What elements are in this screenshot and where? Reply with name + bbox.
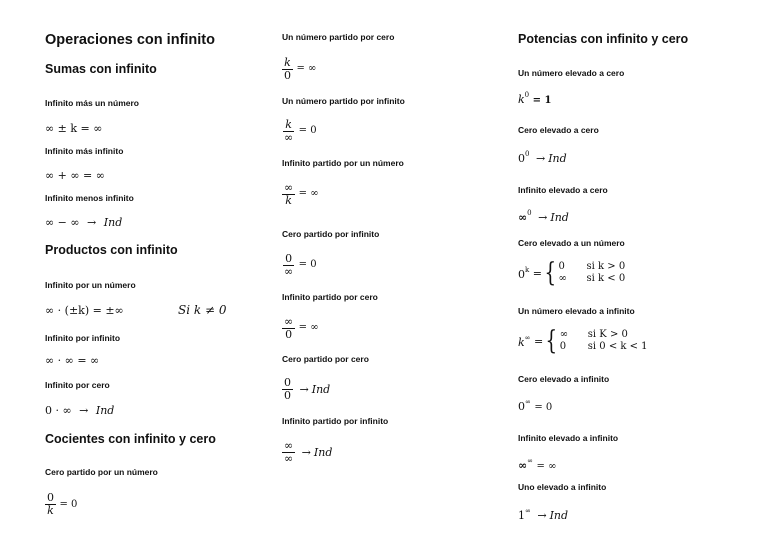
formula-cero-partido-cero — [282, 377, 330, 401]
ind-text: Ind — [311, 382, 331, 396]
numerator: ∞ — [284, 439, 294, 452]
denominator: k — [285, 193, 292, 207]
ind-text: Ind — [548, 152, 567, 165]
formula-lhs: ∞ − ∞ — [45, 216, 80, 229]
label-cero-elevado-cero: Cero elevado a cero — [518, 125, 599, 135]
label-numero-elevado-cero: Un número elevado a cero — [518, 68, 625, 78]
label-numero-partido-cero: Un número partido por cero — [282, 32, 395, 42]
formula-rhs: = 0 — [298, 259, 317, 271]
formula-infinito-elevado-infinito — [518, 458, 556, 472]
label-infinito-partido-infinito: Infinito partido por infinito — [282, 416, 389, 426]
formula-cero-elevado-infinito — [518, 399, 552, 413]
ind-text: Ind — [549, 509, 569, 522]
base: k — [518, 93, 525, 106]
equals-sign: = — [534, 334, 544, 348]
base: ∞ — [518, 211, 528, 224]
arrow-symbol: → — [535, 152, 546, 165]
page-title: Operaciones con infinito — [45, 32, 215, 48]
formula-infinito-por-infinito: ∞ · ∞ = ∞ — [45, 354, 100, 367]
label-infinito-por-infinito: Infinito por infinito — [45, 333, 121, 343]
formula-infinito-mas-infinito: ∞ + ∞ = ∞ — [45, 169, 105, 182]
numerator: 0 — [284, 376, 291, 389]
arrow-symbol: → — [79, 404, 89, 417]
ind-text: Ind — [103, 216, 123, 229]
numerator: 0 — [47, 491, 54, 504]
denominator: 0 — [284, 68, 291, 82]
label-numero-elevado-infinito: Un número elevado a infinito — [518, 306, 635, 316]
case-condition: si k < 0 — [586, 273, 626, 284]
label-cero-partido-infinito: Cero partido por infinito — [282, 229, 380, 239]
formula-rhs: = 0 — [534, 402, 553, 413]
formula-infinito-partido-cero — [282, 316, 319, 340]
label-infinito-mas-numero: Infinito más un número — [45, 98, 139, 108]
label-uno-elevado-infinito: Uno elevado a infinito — [518, 482, 607, 492]
exponent: 0 — [524, 91, 530, 99]
condition-k-not-zero: Si k ≠ 0 — [178, 303, 227, 317]
formula-rhs: = 0 — [59, 499, 78, 511]
formula-rhs: = ∞ — [298, 188, 319, 200]
numerator: ∞ — [284, 315, 294, 328]
arrow-symbol: → — [87, 216, 97, 229]
ind-text: Ind — [95, 404, 115, 417]
label-cero-elevado-numero: Cero elevado a un número — [518, 238, 625, 248]
heading-sumas: Sumas con infinito — [45, 62, 157, 76]
case-condition: si k > 0 — [586, 260, 626, 272]
arrow-symbol: → — [301, 445, 311, 459]
equals-sign: = — [532, 266, 542, 280]
formula-rhs: = ∞ — [296, 63, 317, 75]
case-condition: si K > 0 — [587, 328, 628, 340]
numerator: ∞ — [284, 181, 294, 194]
cases-block — [559, 261, 626, 286]
formula-rhs: = ∞ — [536, 461, 557, 472]
formula-rhs: = ∞ — [298, 322, 319, 334]
denominator: ∞ — [284, 130, 294, 144]
case-condition: si 0 < k < 1 — [587, 341, 648, 352]
formula-cero-elevado-numero — [518, 260, 625, 286]
base: 1 — [518, 509, 525, 522]
arrow-symbol: → — [299, 382, 309, 396]
label-infinito-mas-infinito: Infinito más infinito — [45, 146, 124, 156]
base: ∞ — [518, 459, 528, 472]
ind-text: Ind — [313, 445, 333, 459]
label-infinito-por-numero: Infinito por un número — [45, 280, 136, 290]
label-numero-partido-infinito: Un número partido por infinito — [282, 96, 405, 106]
formula-cero-partido-infinito — [282, 253, 317, 277]
label-infinito-elevado-cero: Infinito elevado a cero — [518, 185, 608, 195]
formula-rhs: = 1 — [532, 95, 552, 106]
formula-infinito-por-cero — [45, 405, 114, 416]
exponent: ∞ — [524, 333, 531, 342]
exponent: ∞ — [525, 507, 531, 515]
formula-infinito-partido-infinito — [282, 440, 332, 464]
label-cero-partido-numero: Cero partido por un número — [45, 467, 158, 477]
label-cero-elevado-infinito: Cero elevado a infinito — [518, 374, 610, 384]
base: 0 — [518, 400, 525, 413]
formula-infinito-por-numero: ∞ · (±k) = ±∞ — [45, 304, 124, 317]
formula-numero-partido-cero — [282, 57, 316, 81]
heading-cocientes: Cocientes con infinito y cero — [45, 432, 216, 446]
arrow-symbol: → — [537, 509, 547, 522]
numerator: 0 — [285, 252, 293, 265]
formula-infinito-partido-numero — [282, 182, 319, 206]
formula-infinito-elevado-cero — [518, 210, 569, 223]
left-brace-icon: { — [544, 258, 557, 288]
base: 0 — [518, 267, 525, 281]
case-value: 0 — [559, 341, 567, 352]
case-value: ∞ — [558, 273, 567, 284]
formula-infinito-mas-numero: ∞ ± k = ∞ — [45, 122, 103, 135]
heading-productos: Productos con infinito — [45, 243, 178, 257]
formula-cero-partido-numero — [45, 492, 77, 516]
numerator: k — [285, 118, 292, 131]
exponent: 0 — [525, 150, 530, 158]
formula-uno-elevado-infinito — [518, 508, 568, 521]
arrow-symbol: → — [538, 211, 548, 224]
formula-numero-partido-infinito — [282, 119, 317, 143]
label-infinito-menos-infinito: Infinito menos infinito — [45, 193, 134, 203]
denominator: 0 — [284, 388, 291, 402]
ind-text: Ind — [550, 211, 569, 224]
exponent: k — [525, 265, 530, 274]
base: 0 — [518, 152, 525, 165]
denominator: 0 — [285, 327, 293, 341]
exponent: ∞ — [525, 398, 531, 406]
denominator: ∞ — [284, 451, 294, 465]
formula-numero-elevado-infinito — [518, 328, 648, 354]
formula-numero-elevado-cero — [518, 92, 551, 106]
formula-lhs: 0 · ∞ — [45, 404, 72, 417]
denominator: k — [47, 503, 54, 517]
case-value: 0 — [558, 260, 565, 272]
label-infinito-partido-cero: Infinito partido por cero — [282, 292, 378, 302]
denominator: ∞ — [284, 264, 294, 278]
formula-cero-elevado-cero — [518, 151, 567, 164]
formula-rhs: = 0 — [298, 125, 317, 137]
exponent: ∞ — [527, 457, 534, 465]
left-brace-icon: { — [545, 326, 558, 356]
heading-potencias: Potencias con infinito y cero — [518, 32, 689, 46]
label-infinito-partido-numero: Infinito partido por un número — [282, 158, 404, 168]
exponent: 0 — [527, 209, 532, 217]
base: k — [518, 335, 525, 349]
label-infinito-elevado-infinito: Infinito elevado a infinito — [518, 433, 619, 443]
label-infinito-por-cero: Infinito por cero — [45, 380, 110, 390]
formula-infinito-menos-infinito — [45, 217, 122, 228]
label-cero-partido-cero: Cero partido por cero — [282, 354, 369, 364]
cases-block — [560, 329, 648, 354]
numerator: k — [284, 56, 291, 69]
case-value: ∞ — [559, 328, 569, 340]
